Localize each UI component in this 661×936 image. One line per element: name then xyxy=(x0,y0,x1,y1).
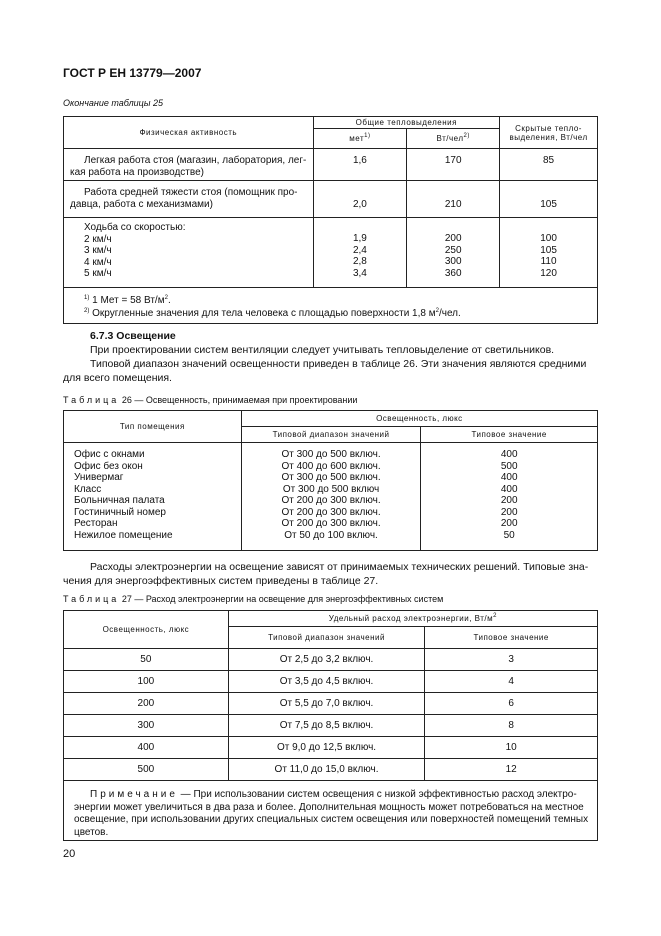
activity-cell: Ходьба со скоростью: 2 км/ч 3 км/ч 4 км/ч 5 км/ч xyxy=(64,218,314,288)
section-paragraph-2-line2: для всего помещения. xyxy=(63,372,172,384)
section-paragraph-2-line1: Типовой диапазон значений освещенности приведен в таблице 26. Эти значения являются средними xyxy=(90,358,587,370)
table27-note: Примечание — При использовании систем освещения с низкой эффективностью расход электро- энергии может увеличиться в два раза и более. Дополнительная мощность может потребоваться на местное освещение, при использовании других специальных систем освещения или поверхностей помещений темных цветов. xyxy=(64,781,598,841)
latent-cell: 105 xyxy=(500,181,598,218)
met-cell: 2,0 xyxy=(313,181,407,218)
table-row xyxy=(64,218,598,288)
list-item: Гостиничный номер xyxy=(74,506,166,518)
met-cell: 1,6 xyxy=(313,149,407,181)
wpp-cell: 210 xyxy=(407,181,500,218)
typical-values: 400 500 400 400 200 200 200 50 xyxy=(421,443,598,551)
table-row xyxy=(64,759,598,781)
page-number: 20 xyxy=(63,848,76,860)
table26-header-typical: Типовое значение xyxy=(421,427,598,443)
activity-cell: Работа средней тяжести стоя (помощник про- давца, работа с механизмами) xyxy=(64,181,314,218)
table27-header-illum: Освещенность, люкс xyxy=(64,611,229,649)
range-cell: От 11,0 до 15,0 включ. xyxy=(228,759,425,781)
lux-cell: 400 xyxy=(64,737,229,759)
latent-cell: 100 105 110 120 xyxy=(500,218,598,288)
table-row xyxy=(64,715,598,737)
table-27 xyxy=(63,610,598,841)
typical-cell: 8 xyxy=(425,715,598,737)
lux-cell: 200 xyxy=(64,693,229,715)
list-item: Больничная палата xyxy=(74,495,165,506)
table27-header-consumption: Удельный расход электроэнергии, $Вт/м^2$ xyxy=(228,611,597,627)
lux-cell: 100 xyxy=(64,671,229,693)
footnote-1: $^{1)}$ 1 Мет = 58 $Вт/м^2$. xyxy=(84,295,171,306)
table26-caption: Таблица 26 — Освещенность, принимаемая при проектировании xyxy=(63,395,358,405)
list-item: Офис с окнами xyxy=(74,449,145,460)
wpp-cell: 200 250 300 360 xyxy=(407,218,500,288)
list-item: Нежилое помещение xyxy=(74,529,173,541)
table27-caption: Таблица 27 — Расход электроэнергии на освещение для энергоэффективных систем xyxy=(63,594,444,604)
table26-header-range: Типовой диапазон значений xyxy=(241,427,421,443)
latent-cell: 85 xyxy=(500,149,598,181)
list-item: Ресторан xyxy=(74,518,118,529)
table-row xyxy=(64,149,598,181)
table25-header-activity: Физическая активность xyxy=(64,117,314,149)
table25-header-wpp: Вт/чел$^{2)}$ xyxy=(407,129,500,149)
table25-header-met: мет$^{1)}$ xyxy=(313,129,407,149)
range-values: От 300 до 500 включ. От 400 до 600 включ. От 300 до 500 включ. От 300 до 500 включ От 200 до 300 включ. От 200 до 300 включ. От 200 до 300 включ. От 50 до 100 включ. xyxy=(241,443,421,551)
paragraph-line-1: Расходы электроэнергии на освещение зависят от принимаемых технических решений. Типовые зна- xyxy=(90,561,589,573)
list-item: Класс xyxy=(74,483,102,495)
range-cell: От 5,5 до 7,0 включ. xyxy=(228,693,425,715)
table-row xyxy=(64,693,598,715)
typical-cell: 10 xyxy=(425,737,598,759)
table26-header-illum: Освещенность, люкс xyxy=(241,411,597,427)
lux-cell: 50 xyxy=(64,649,229,671)
footnote-2: $^{2)}$ Округленные значения для тела человека с площадью поверхности 1,8 $м^2$/чел. xyxy=(84,308,461,319)
activity-cell: Легкая работа стоя (магазин, лаборатория, лег- кая работа на производстве) xyxy=(64,149,314,181)
table26-header-room: Тип помещения xyxy=(64,411,242,443)
table-row xyxy=(64,737,598,759)
section-paragraph-1: При проектировании систем вентиляции следует учитывать тепловыделение от светильников. xyxy=(90,344,555,356)
table-26 xyxy=(63,410,598,551)
table-row xyxy=(64,671,598,693)
table25-footnotes xyxy=(64,288,598,324)
table-row xyxy=(64,649,598,671)
range-cell: От 7,5 до 8,5 включ. xyxy=(228,715,425,737)
table27-header-range: Типовой диапазон значений xyxy=(228,627,425,649)
range-cell: От 2,5 до 3,2 включ. xyxy=(228,649,425,671)
met-cell: 1,9 2,4 2,8 3,4 xyxy=(313,218,407,288)
wpp-cell: 170 xyxy=(407,149,500,181)
list-item: Универмаг xyxy=(74,472,124,483)
range-cell: От 9,0 до 12,5 включ. xyxy=(228,737,425,759)
list-item: Офис без окон xyxy=(74,460,143,472)
section-heading: 6.7.3 Освещение xyxy=(90,330,176,342)
typical-cell: 6 xyxy=(425,693,598,715)
paragraph-line-2: чения для энергоэффективных систем приведены в таблице 27. xyxy=(63,575,379,587)
table25-header-latent: Скрытые тепло- выделения, Вт/чел xyxy=(500,117,598,149)
table-25 xyxy=(63,116,598,324)
typical-cell: 12 xyxy=(425,759,598,781)
table-row xyxy=(64,181,598,218)
table27-header-typical: Типовое значение xyxy=(425,627,598,649)
table25-header-total: Общие тепловыделения xyxy=(313,117,500,129)
room-types xyxy=(64,443,242,551)
lux-cell: 500 xyxy=(64,759,229,781)
typical-cell: 3 xyxy=(425,649,598,671)
typical-cell: 4 xyxy=(425,671,598,693)
range-cell: От 3,5 до 4,5 включ. xyxy=(228,671,425,693)
document-title: ГОСТ Р ЕН 13779—2007 xyxy=(63,66,202,80)
lux-cell: 300 xyxy=(64,715,229,737)
table25-caption: Окончание таблицы 25 xyxy=(63,98,163,108)
